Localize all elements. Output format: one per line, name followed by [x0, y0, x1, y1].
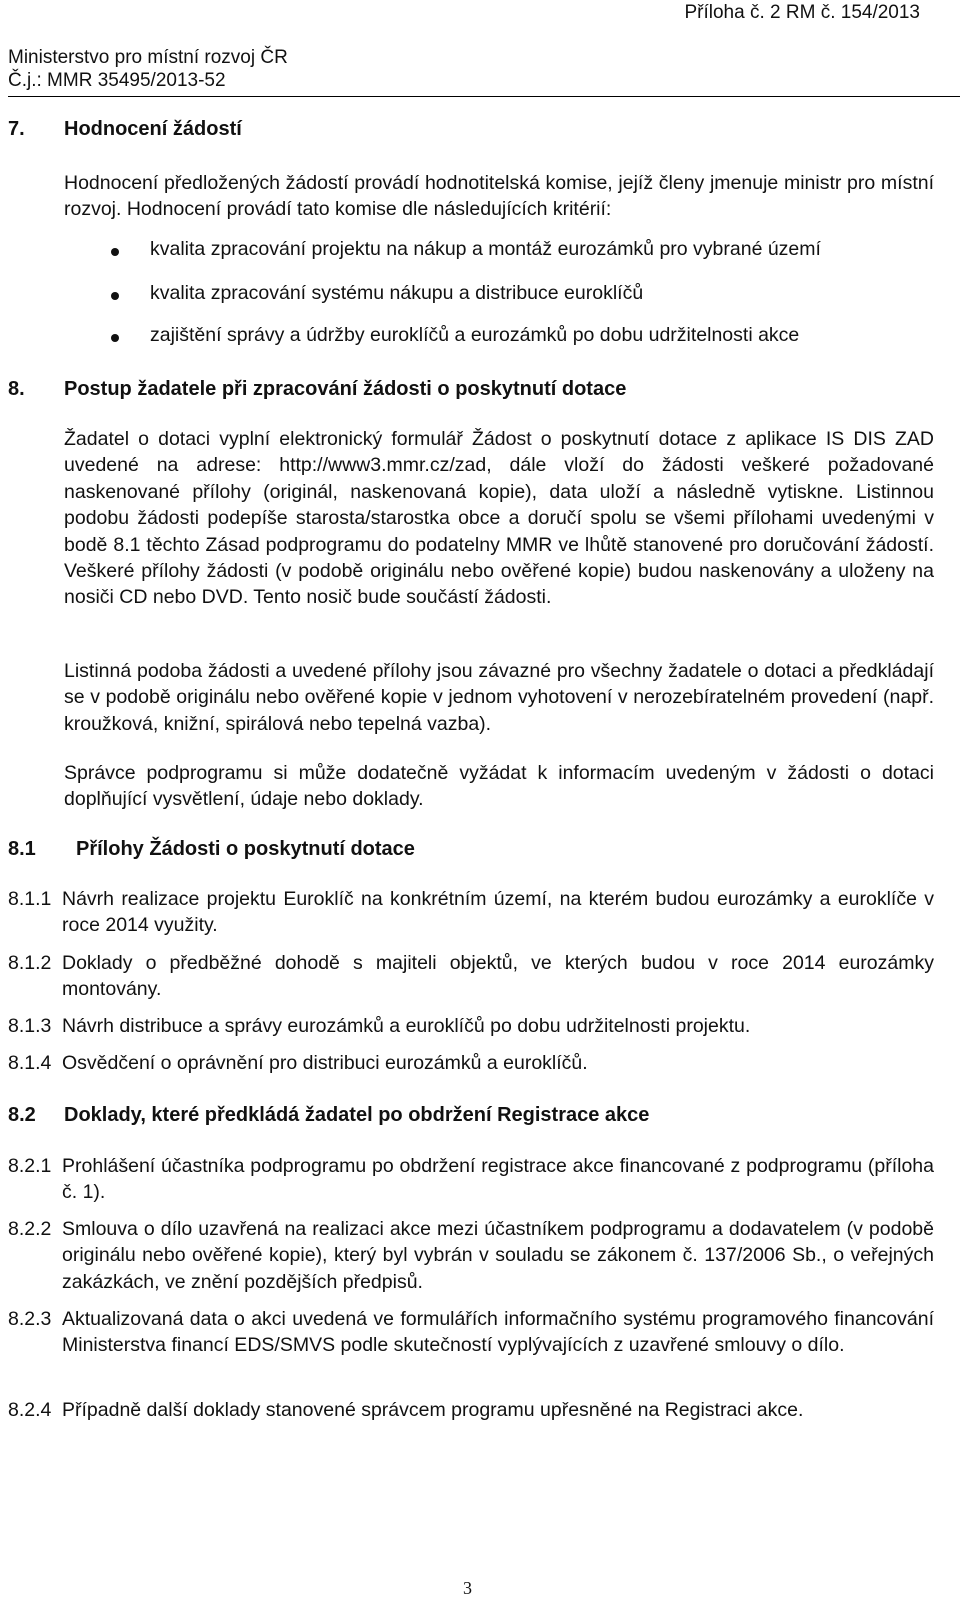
item-text: Prohlášení účastníka podprogramu po obdržení registrace akce financované z podprogramu (příloha č. 1). [62, 1155, 934, 1204]
list-item [8, 950, 934, 1003]
ministry-header [8, 46, 288, 92]
bullet-item: kvalita zpracování systému nákupu a distribuce euroklíčů [150, 282, 644, 304]
item-number: 8.2.2 [8, 1218, 52, 1240]
bullet-item: kvalita zpracování projektu na nákup a montáž eurozámků pro vybrané území [150, 238, 821, 260]
item-number: 8.2.1 [8, 1155, 52, 1177]
section-title: Postup žadatele při zpracování žádosti o poskytnutí dotace [64, 378, 627, 400]
section-8-paragraph-2: Listinná podoba žádosti a uvedené přílohy jsou závazné pro všechny žadatele o dotaci a předkládají se v podobě originálu nebo ověřené kopie v jednom vyhotovení v nerozebíratelném provedení (např. kroužková, knižní, spirálová nebo tepelná vazba). [64, 660, 934, 735]
item-text: Smlouva o dílo uzavřená na realizaci akce mezi účastníkem podprogramu a dodavatelem (v podobě originálu nebo ověřené kopie), který byl vybrán v souladu se zákonem č. 137/2006 Sb., o veřejných zakázkách, ve znění pozdějších předpisů. [62, 1218, 934, 1293]
header-divider [8, 96, 960, 97]
section-number: 8.2 [8, 1104, 36, 1126]
section-8-paragraph-3: Správce podprogramu si může dodatečně vyžádat k informacím uvedeným v žádosti o dotaci doplňující vysvětlení, údaje nebo doklady. [64, 762, 934, 811]
section-number: 8. [8, 378, 25, 400]
list-item [8, 886, 934, 939]
section-8-paragraph-1: Žadatel o dotaci vyplní elektronický formulář Žádost o poskytnutí dotace z aplikace IS DIS ZAD uvedené na adrese: http://www3.mmr.cz/zad, dále vloží do žádosti veškeré požadované naskenované přílohy (originál, naskenovaná kopie), data uloží a následně vytiskne. Listinnou podobu žádosti podepíše starosta/starostka obce a doručí spolu se všemi přílohami uvedenými v bodě 8.1 těchto Zásad podprogramu do podatelny MMR ve lhůtě stanovené pro doručování žádostí. Veškeré přílohy žádosti (v podobě originálu nebo ověřené kopie) budou naskenovány a uloženy na nosiči CD nebo DVD. Tento nosič bude součástí žádosti. [64, 428, 934, 609]
item-number: 8.1.3 [8, 1015, 52, 1037]
bullet-icon [111, 292, 119, 300]
list-item [8, 1216, 934, 1295]
item-number: 8.1.4 [8, 1052, 52, 1074]
item-text: Návrh realizace projektu Euroklíč na konkrétním území, na kterém budou eurozámky a euroklíče v roce 2014 využity. [62, 888, 934, 937]
list-item [8, 1306, 934, 1359]
item-number: 8.1.1 [8, 888, 52, 910]
item-text: Aktualizovaná data o akci uvedená ve formulářích informačního systému programového financování Ministerstva financí EDS/SMVS podle skutečností vyplývajících z uzavřené smlouvy o dílo. [62, 1308, 934, 1357]
section-7-paragraph: Hodnocení předložených žádostí provádí hodnotitelská komise, jejíž členy jmenuje ministr pro místní rozvoj. Hodnocení provádí tato komise dle následujících kritérií: [64, 172, 934, 221]
section-title: Přílohy Žádosti o poskytnutí dotace [76, 838, 415, 860]
item-text: Případně další doklady stanovené správcem programu upřesněné na Registraci akce. [62, 1399, 804, 1421]
item-text: Návrh distribuce a správy eurozámků a euroklíčů po dobu udržitelnosti projektu. [62, 1015, 751, 1037]
item-number: 8.2.4 [8, 1399, 52, 1421]
bullet-item: zajištění správy a údržby euroklíčů a eurozámků po dobu udržitelnosti akce [150, 324, 800, 346]
list-item [8, 1050, 934, 1076]
section-number: 8.1 [8, 838, 36, 860]
item-text: Osvědčení o oprávnění pro distribuci eurozámků a euroklíčů. [62, 1052, 588, 1074]
item-text: Doklady o předběžné dohodě s majiteli objektů, ve kterých budou v roce 2014 eurozámky montovány. [62, 952, 934, 1001]
bullet-icon [111, 248, 119, 256]
reference-number: Č.j.: MMR 35495/2013-52 [8, 70, 226, 91]
bullet-icon [111, 334, 119, 342]
page-number: 3 [463, 1578, 472, 1598]
section-title: Hodnocení žádostí [64, 118, 242, 140]
list-item [8, 1397, 934, 1423]
section-number: 7. [8, 118, 25, 140]
section-title: Doklady, které předkládá žadatel po obdržení Registrace akce [64, 1104, 650, 1126]
list-item [8, 1013, 934, 1039]
item-number: 8.2.3 [8, 1308, 52, 1330]
item-number: 8.1.2 [8, 952, 52, 974]
ministry-name: Ministerstvo pro místní rozvoj ČR [8, 47, 288, 68]
list-item [8, 1153, 934, 1206]
annex-reference: Příloha č. 2 RM č. 154/2013 [684, 2, 920, 23]
